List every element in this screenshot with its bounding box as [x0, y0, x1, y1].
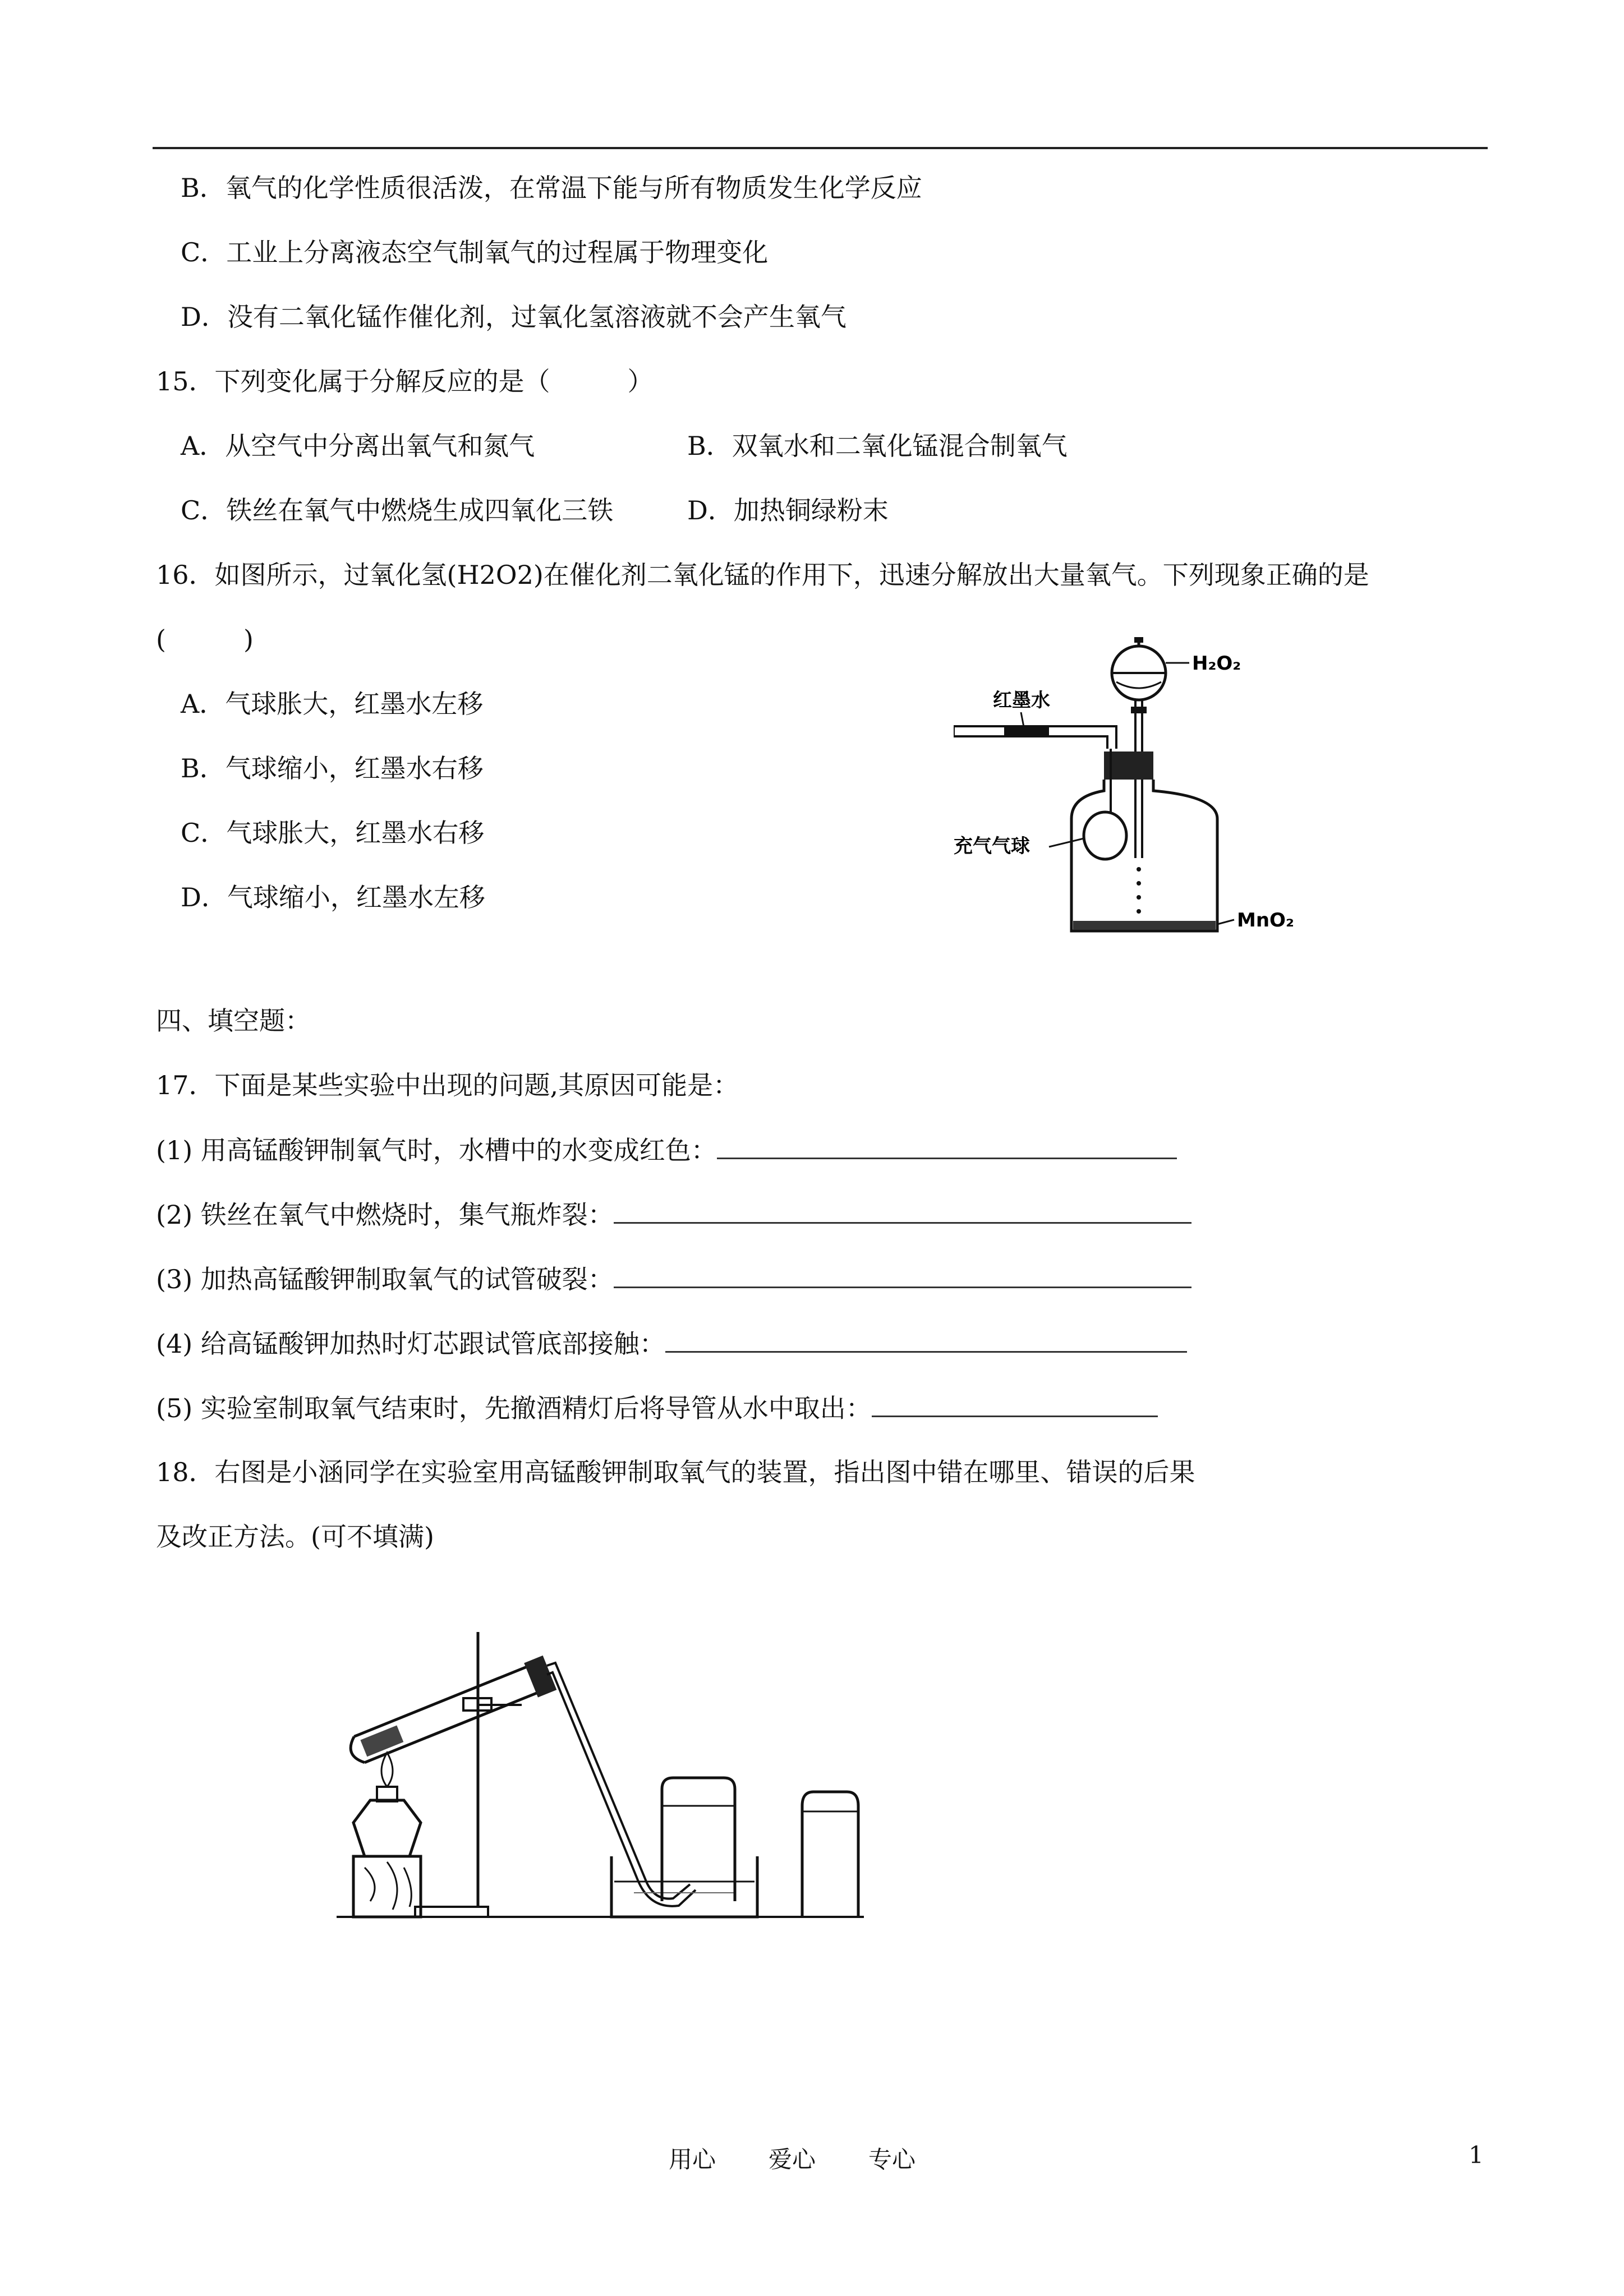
- q16-option-c: C．气球胀大，红墨水右移: [181, 818, 485, 848]
- test-tube: [344, 1656, 556, 1770]
- q15-stem: 15．下列变化属于分解反应的是（ ）: [156, 366, 654, 397]
- mno2-layer: [1073, 921, 1216, 930]
- q17-item-2: (2) 铁丝在氧气中燃烧时，集气瓶炸裂：: [156, 1197, 1191, 1232]
- label-balloon: 充气气球: [954, 835, 1030, 857]
- q14-option-b: B．氧气的化学性质很活泼，在常温下能与所有物质发生化学反应: [181, 173, 922, 203]
- spare-gas-jar: [802, 1792, 858, 1917]
- red-ink-plug: [1004, 727, 1049, 736]
- q15-option-a: A．从空气中分离出氧气和氮气: [181, 431, 535, 461]
- q18-stem-line2: 及改正方法。(可不填满): [156, 1522, 434, 1552]
- q15-option-c: C．铁丝在氧气中燃烧生成四氧化三铁: [181, 495, 614, 525]
- footer-motto-1: 用心: [669, 2146, 716, 2173]
- footer-motto-3: 专心: [868, 2146, 916, 2173]
- q18-apparatus-figure: [331, 1621, 869, 1929]
- q14-option-c: C．工业上分离液态空气制氧气的过程属于物理变化: [181, 237, 769, 268]
- q14-option-d: D．没有二氧化锰作催化剂，过氧化氢溶液就不会产生氧气: [181, 302, 846, 332]
- answer-blank[interactable]: [614, 1197, 1191, 1224]
- q16-option-b: B．气球缩小，红墨水右移: [181, 753, 484, 783]
- answer-blank[interactable]: [872, 1391, 1158, 1417]
- q16-apparatus-figure: [954, 628, 1301, 942]
- collecting-jar: [662, 1778, 735, 1901]
- header-rule: [153, 147, 1488, 149]
- stand-base: [415, 1907, 488, 1917]
- q18-stem-line1: 18．右图是小涵同学在实验室用高锰酸钾制取氧气的装置，指出图中错在哪里、错误的后果: [156, 1457, 1195, 1487]
- q17-item-5: (5) 实验室制取氧气结束时，先撤酒精灯后将导管从水中取出：: [156, 1391, 1158, 1425]
- q17-item-4: (4) 给高锰酸钾加热时灯芯跟试管底部接触：: [156, 1326, 1187, 1361]
- q17-item-3: (3) 加热高锰酸钾制取氧气的试管破裂：: [156, 1262, 1191, 1296]
- label-red-ink: 红墨水: [993, 689, 1050, 712]
- label-h2o2: H₂O₂: [1192, 652, 1241, 675]
- flame: [381, 1753, 393, 1787]
- q16-paren: ( ): [156, 624, 254, 654]
- q16-stem: 16．如图所示，过氧化氢(H2O2)在催化剂二氧化锰的作用下，迅速分解放出大量氧气。下列现象正确的是: [156, 560, 1369, 590]
- q17-item-1: (1) 用高锰酸钾制氧气时，水槽中的水变成红色：: [156, 1133, 1177, 1167]
- answer-blank[interactable]: [614, 1262, 1191, 1288]
- alcohol-lamp: [353, 1800, 421, 1856]
- page-number: 1: [1469, 2141, 1484, 2169]
- q17-stem: 17．下面是某些实验中出现的问题,其原因可能是：: [156, 1070, 739, 1100]
- q16-option-a: A．气球胀大，红墨水左移: [181, 689, 484, 719]
- balloon: [1084, 812, 1126, 859]
- delivery-tube: [547, 1663, 690, 1899]
- footer-motto-2: 爱心: [769, 2146, 816, 2173]
- q15-option-b: B．双氧水和二氧化锰混合制氧气: [687, 431, 1068, 461]
- answer-blank[interactable]: [717, 1133, 1177, 1159]
- section-heading: 四、填空题：: [156, 1006, 311, 1036]
- q16-option-d: D．气球缩小，红墨水左移: [181, 882, 485, 912]
- answer-blank[interactable]: [665, 1326, 1187, 1353]
- q15-option-d: D．加热铜绿粉末: [687, 495, 889, 525]
- label-mno2: MnO₂: [1237, 909, 1294, 932]
